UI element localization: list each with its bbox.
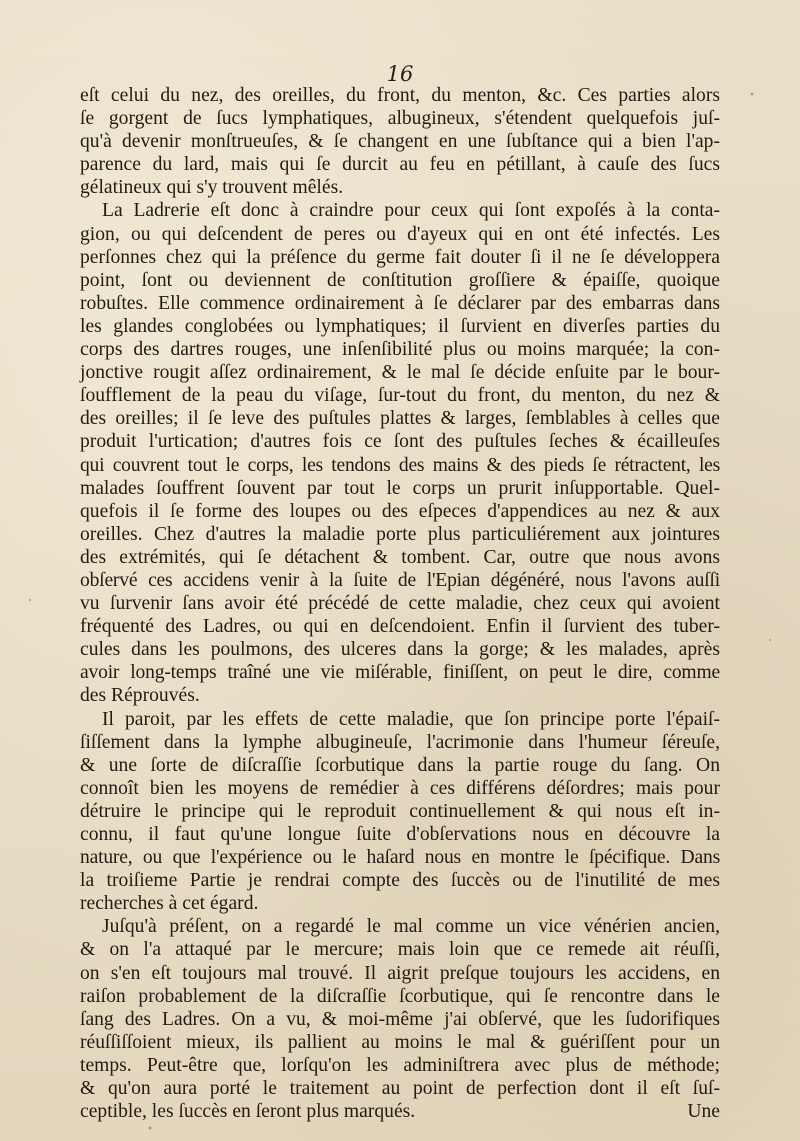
paragraph-start-line: Il paroit, par les effets de cette maladie, que ſon principe porte l'épaiſ- <box>102 708 720 730</box>
text-line: des Réprouvés. <box>80 685 200 707</box>
text-line: avoir long-temps traîné une vie miſérable, finiſſent, on peut le dire, comme <box>80 662 720 684</box>
text-line: gion, ou qui deſcendent de peres ou d'ayeux qui en ont été infectés. Les <box>80 223 720 245</box>
text-line: produit l'urtication; d'autres fois ce ſont des puſtules ſeches & écailleuſes <box>80 431 720 453</box>
text-line: ſe gorgent de ſucs lymphatiques, albugineux, s'étendent quelquefois juſ- <box>80 108 720 130</box>
text-line: jonctive rougit aſſez ordinairement, & le mal ſe décide enſuite par le bour- <box>80 362 720 384</box>
text-line: & on l'a attaqué par le mercure; mais loin que ce remede ait réuſſi, <box>80 939 720 961</box>
text-line: fréquenté des Ladres, ou qui en deſcendoient. Enfin il ſurvient des tuber- <box>80 616 720 638</box>
text-line: qui couvrent tout le corps, les tendons des mains & des pieds ſe rétractent, les <box>80 454 720 476</box>
text-line: nature, ou que l'expérience ou le haſard nous en montre le ſpécifique. Dans <box>80 847 720 869</box>
catchword: Une <box>687 1101 720 1123</box>
text-line: robuſtes. Elle commence ordinairement à ſe déclarer par des embarras dans <box>80 292 720 314</box>
text-line: réuſſiſſoient mieux, ils pallient au moins le mal & guériſſent pour un <box>80 1031 720 1053</box>
text-line: perſonnes chez qui la préſence du germe fait douter ſi il ne ſe développera <box>80 246 720 268</box>
text-line: parence du lard, mais qui ſe durcit au feu en pétillant, à cauſe des ſucs <box>80 154 720 176</box>
text-line: on s'en eſt toujours mal trouvé. Il aigrit preſque toujours les accidens, en <box>80 962 720 984</box>
page-number: 16 <box>386 62 414 86</box>
text-line: connoît bien les moyens de remédier à ces différens déſordres; mais pour <box>80 777 720 799</box>
text-line: temps. Peut-être que, lorſqu'on les adminiſtrera avec plus de méthode; <box>80 1054 720 1076</box>
text-line: eſt celui du nez, des oreilles, du front, du menton, &c. Ces parties alors <box>80 85 720 106</box>
text-line: quefois il ſe forme des loupes ou des eſpeces d'appendices au nez & aux <box>80 500 720 522</box>
text-line: détruire le principe qui le reproduit continuellement & qui nous eſt in- <box>80 800 720 822</box>
text-line: raiſon probablement de la diſcraſſie ſcorbutique, qui ſe rencontre dans le <box>80 985 720 1007</box>
text-line: malades ſouffrent ſouvent par tout le corps un prurit inſupportable. Quel- <box>80 477 720 499</box>
text-line: qu'à devenir monſtrueuſes, & ſe changent en une ſubſtance qui a bien l'ap- <box>80 131 720 153</box>
text-line: ſiſſement dans la lymphe albugineuſe, l'acrimonie dans l'humeur ſéreuſe, <box>80 731 720 753</box>
text-line: la troiſieme Partie je rendrai compte des ſuccès ou de l'inutilité de mes <box>80 870 720 892</box>
text-line: cules dans les poulmons, des ulceres dans la gorge; & les malades, après <box>80 639 720 661</box>
text-line: connu, il faut qu'une longue ſuite d'obſervations nous en découvre la <box>80 824 720 845</box>
text-line: vu ſurvenir ſans avoir été précédé de cette maladie, chez ceux qui avoient <box>80 593 720 615</box>
text-line: corps des dartres rouges, une inſenſibilité plus ou moins marquée; la con- <box>80 339 720 361</box>
text-line: ceptible, les ſuccès en ſeront plus marqués. <box>80 1101 416 1123</box>
text-line: les glandes conglobées ou lymphatiques; il ſurvient en diverſes parties du <box>80 315 720 337</box>
text-line: oreilles. Chez d'autres la maladie porte plus particuliérement aux jointures <box>80 523 720 545</box>
text-line: gélatineux qui s'y trouvent mêlés. <box>80 177 344 199</box>
text-line: ſoufflement de la peau du viſage, ſur-tout du front, du menton, du nez & <box>80 385 720 407</box>
final-line <box>80 1100 720 1123</box>
paragraph-start-line: La Ladrerie eſt donc à craindre pour ceux qui ſont expoſés à la conta- <box>102 200 720 222</box>
text-line: des oreilles; il ſe leve des puſtules plattes & larges, ſemblables à celles que <box>80 408 720 430</box>
text-line: des extrémités, qui ſe détachent & tombent. Car, outre que nous avons <box>80 546 720 568</box>
body-text <box>80 84 720 1123</box>
paragraph-start-line: Juſqu'à préſent, on a regardé le mal comme un vice vénérien ancien, <box>102 916 720 938</box>
text-line: ſang des Ladres. On a vu, & moi-même j'ai obſervé, que les ſudorifiques <box>80 1008 720 1030</box>
text-line: point, ſont ou deviennent de conſtitution groſſiere & épaiſſe, quoique <box>80 269 720 291</box>
text-line: & qu'on aura porté le traitement au point de perfection dont il eſt ſuſ- <box>80 1078 720 1100</box>
text-line: obſervé ces accidens venir à la ſuite de l'Epian dégénéré, nous l'avons auſſi <box>80 569 720 591</box>
text-line: & une ſorte de diſcraſſie ſcorbutique dans la partie rouge du ſang. On <box>80 754 720 776</box>
text-line: recherches à cet égard. <box>80 893 259 915</box>
